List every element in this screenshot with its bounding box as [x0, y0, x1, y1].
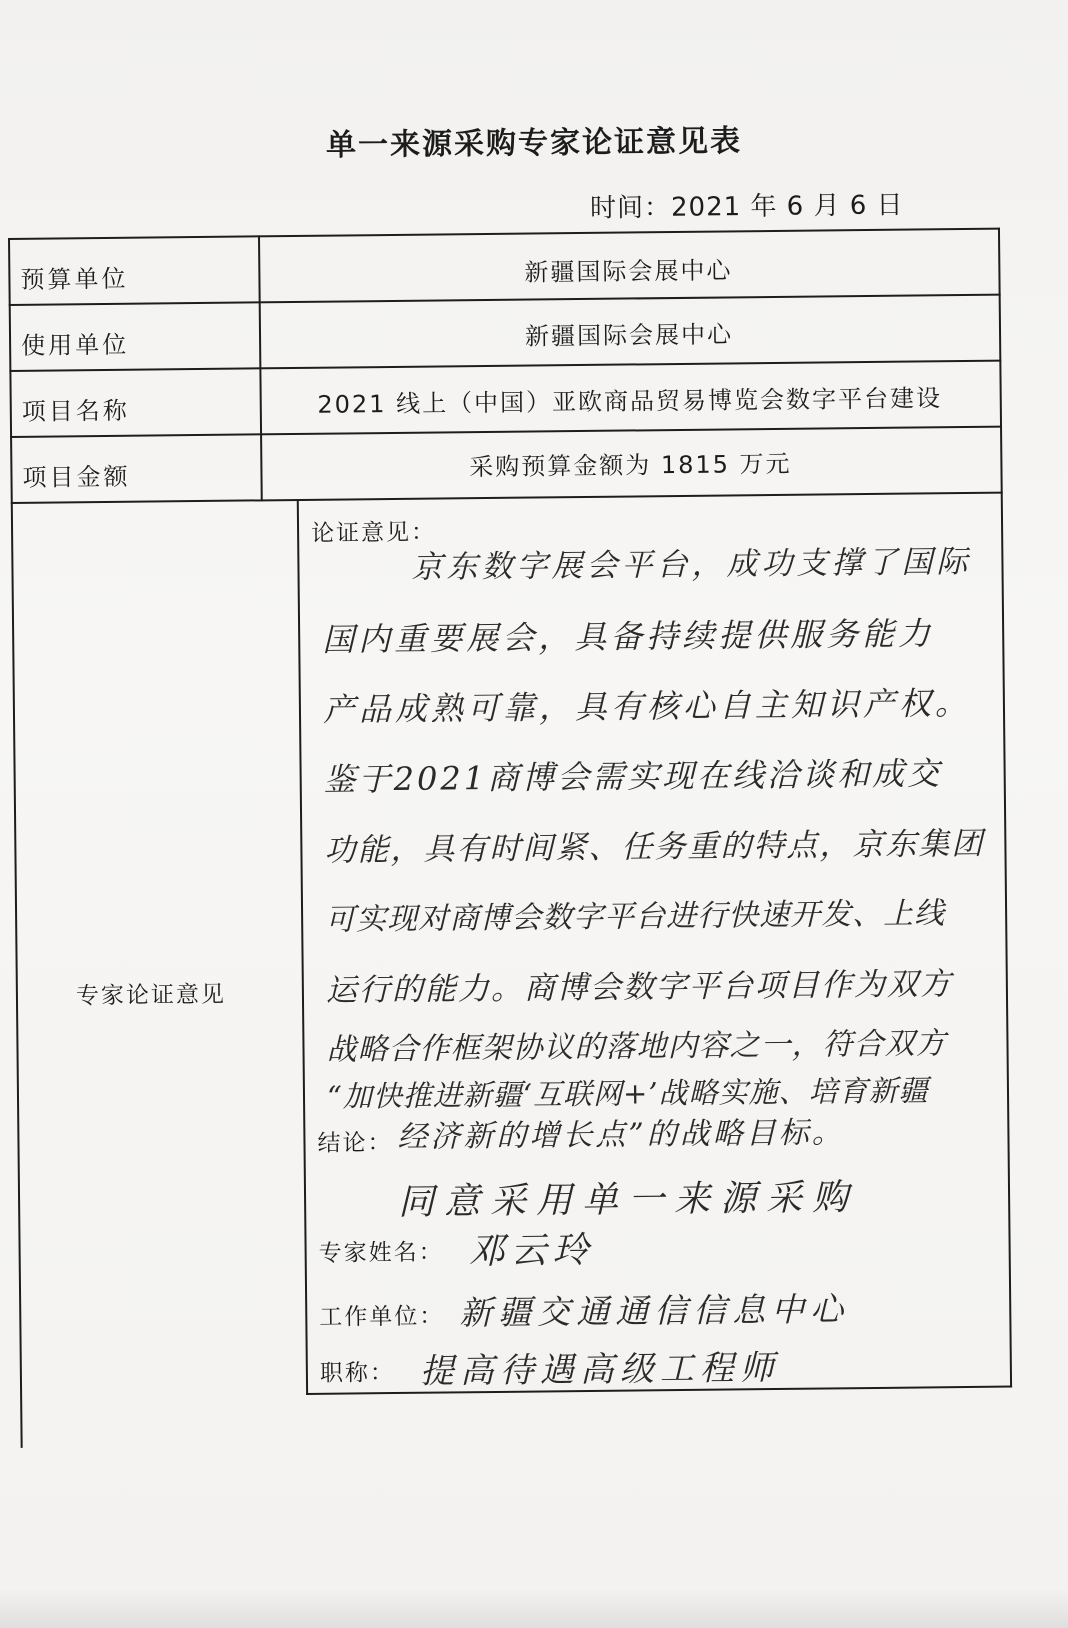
project-amount-label: 项目金额 — [22, 462, 131, 492]
handwritten-line: “加快推进新疆‘互联网+’战略实施、培育新疆 — [326, 1073, 929, 1114]
handwritten-line: 运行的能力。商博会数字平台项目作为双方 — [325, 966, 954, 1009]
handwritten-line: 产品成熟可靠，具有核心自主知识产权。 — [322, 683, 972, 729]
budget-unit-value: 新疆国际会展中心 — [524, 256, 733, 287]
work-unit-label: 工作单位： — [319, 1303, 445, 1331]
table-row-divider — [9, 294, 1001, 306]
handwritten-line: 战略合作框架协议的落地内容之一，符合双方 — [326, 1026, 947, 1068]
project-name-value: 2021 线上（中国）亚欧商品贸易博览会数字平台建设 — [317, 384, 943, 419]
handwritten-line: 国内重要展会，具备持续提供服务能力 — [322, 614, 935, 659]
title-label: 职称： — [319, 1360, 396, 1387]
title-handwritten: 提高待遇高级工程师 — [419, 1347, 781, 1392]
table-row-divider — [11, 492, 1003, 504]
table-row-divider — [9, 360, 1001, 372]
handwritten-line: 功能，具有时间紧、任务重的特点，京东集团 — [324, 825, 985, 869]
using-unit-label: 使用单位 — [20, 330, 130, 360]
expert-name-signature: 邓云玲 — [468, 1229, 595, 1273]
table-border-left — [8, 238, 23, 1448]
handwritten-line: 可实现对商博会数字平台进行快速开发、上线 — [324, 896, 946, 938]
budget-unit-label: 预算单位 — [20, 264, 129, 294]
work-unit-handwritten: 新疆交通通信信息中心 — [459, 1289, 850, 1333]
handwritten-line: 京东数字展会平台，成功支撑了国际 — [411, 543, 972, 586]
handwritten-line: 经济新的增长点”的战略目标。 — [397, 1115, 845, 1155]
project-name-label: 项目名称 — [21, 396, 130, 426]
document-title: 单一来源采购专家论证意见表 — [325, 123, 743, 164]
opinion-form-table — [8, 228, 1013, 1448]
handwritten-line: 鉴于2021商博会需实现在线洽谈和成交 — [323, 754, 943, 799]
conclusion-label: 结论： — [317, 1130, 393, 1157]
table-column-divider-lower — [297, 501, 308, 1395]
table-row-divider — [10, 426, 1002, 438]
table-border-top — [8, 228, 1000, 240]
document-date: 时间：2021 年 6 月 6 日 — [589, 190, 904, 224]
project-amount-value: 采购预算金额为 1815 万元 — [469, 449, 792, 482]
table-border-right — [998, 228, 1012, 1388]
expert-name-label: 专家姓名： — [318, 1239, 444, 1267]
opinion-prompt: 论证意见： — [310, 519, 437, 547]
conclusion-handwritten: 同意采用单一来源采购 — [397, 1177, 859, 1223]
using-unit-value: 新疆国际会展中心 — [524, 320, 734, 351]
expert-opinion-label: 专家论证意见 — [75, 981, 227, 1010]
page-shadow — [0, 1588, 1068, 1628]
